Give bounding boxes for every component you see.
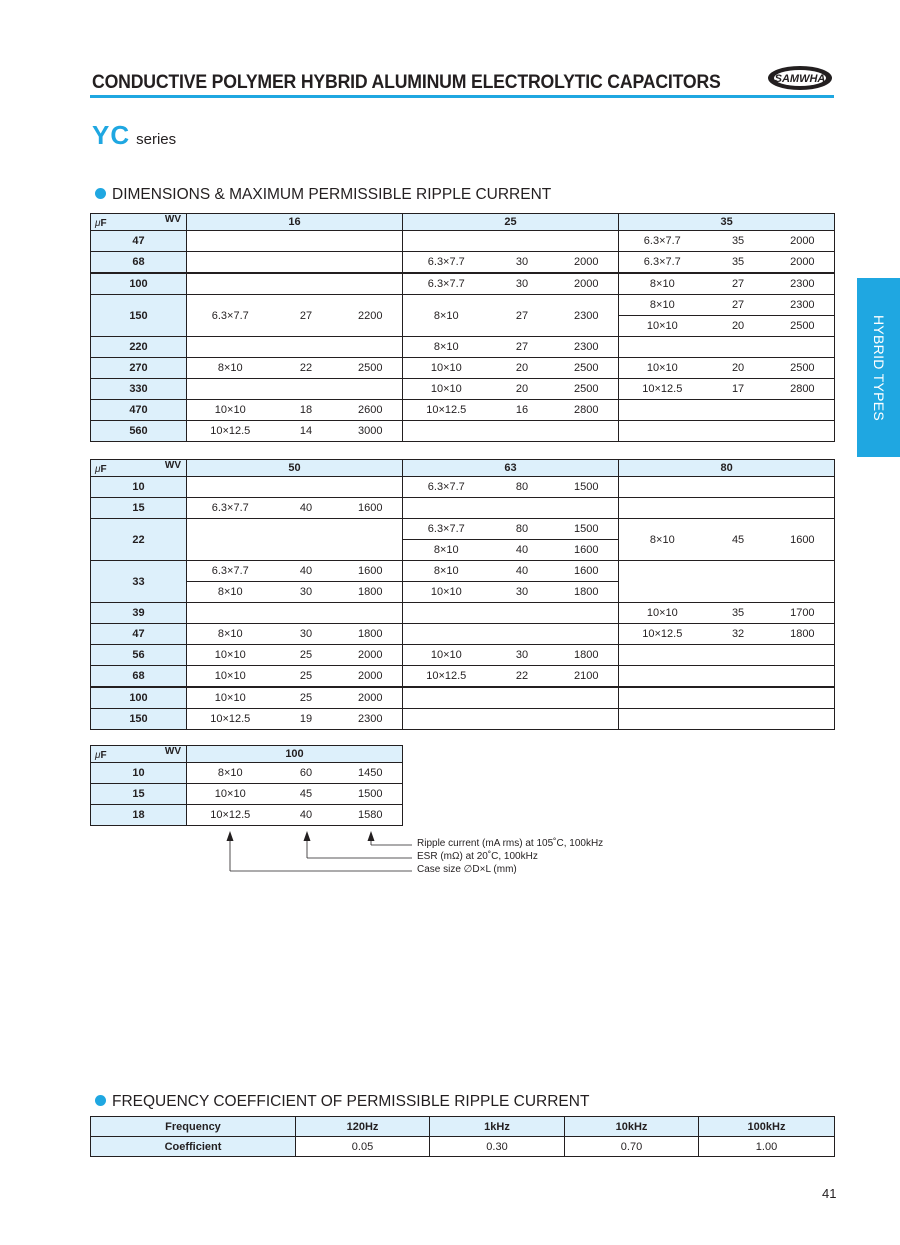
voltage-header: 16 [187,214,403,231]
capacitance-cell: 220 [91,337,187,358]
bullet-dot [95,1095,106,1106]
legend-ripple: Ripple current (mA rms) at 105˚C, 100kHz [417,838,604,849]
side-tab-hybrid-types: HYBRID TYPES [857,278,900,457]
esr-cell: 30 [274,624,339,645]
voltage-header: 35 [619,214,835,231]
esr-cell: 27 [706,295,771,316]
esr-cell: 18 [274,400,339,421]
case-size-cell: 10×10 [187,666,274,688]
ripple-cell: 1600 [771,519,835,561]
section-heading-dimensions: DIMENSIONS & MAXIMUM PERMISSIBLE RIPPLE CURRENT [95,186,551,204]
ripple-cell: 3000 [339,421,403,442]
case-size-cell: 10×12.5 [403,666,490,688]
ripple-cell: 2800 [771,379,835,400]
capacitance-cell: 47 [91,231,187,252]
capacitance-cell: 100 [91,273,187,295]
case-size-cell: 10×12.5 [619,624,706,645]
capacitance-cell: 39 [91,603,187,624]
esr-cell: 40 [274,561,339,582]
ripple-cell: 1500 [339,784,403,805]
ripple-cell: 2300 [771,295,835,316]
ripple-cell: 2000 [771,252,835,274]
esr-cell: 30 [490,273,555,295]
unit-uf: μF [95,464,107,475]
page-number: 41 [822,1186,837,1201]
esr-cell: 20 [490,358,555,379]
ripple-cell: 2000 [339,666,403,688]
coefficient-value: 0.30 [430,1137,565,1157]
case-size-cell: 10×10 [187,400,274,421]
case-size-cell: 8×10 [403,561,490,582]
esr-cell: 27 [490,295,555,337]
esr-cell: 45 [274,784,339,805]
voltage-header: 25 [403,214,619,231]
legend-case-size: Case size ∅D×L (mm) [417,864,517,875]
case-size-cell: 10×12.5 [187,709,274,730]
unit-wv: WV [164,214,181,225]
voltage-header: 50 [187,460,403,477]
case-size-cell: 8×10 [187,582,274,603]
esr-cell: 40 [274,498,339,519]
capacitance-cell: 68 [91,666,187,688]
logo-text: SAMWHA [774,73,826,85]
case-size-cell: 8×10 [403,295,490,337]
unit-uf: μF [95,750,107,761]
esr-cell: 14 [274,421,339,442]
esr-cell: 30 [490,252,555,274]
voltage-header: 100 [187,746,403,763]
series-suffix: series [136,131,177,148]
ripple-cell: 2300 [339,709,403,730]
capacitance-cell: 56 [91,645,187,666]
esr-cell: 35 [706,231,771,252]
esr-cell: 25 [274,687,339,709]
capacitance-cell: 150 [91,295,187,337]
capacitance-cell: 18 [91,805,187,826]
case-size-cell: 10×10 [403,645,490,666]
esr-cell: 22 [274,358,339,379]
ripple-cell: 2800 [555,400,619,421]
ripple-cell: 2200 [339,295,403,337]
ripple-cell: 1800 [339,582,403,603]
capacitance-cell: 150 [91,709,187,730]
ripple-cell: 2500 [771,358,835,379]
ripple-cell: 1800 [555,645,619,666]
ripple-cell: 1800 [339,624,403,645]
ripple-cell: 2500 [339,358,403,379]
esr-cell: 40 [490,540,555,561]
capacitance-cell: 47 [91,624,187,645]
esr-cell: 22 [490,666,555,688]
case-size-cell: 6.3×7.7 [619,231,706,252]
capacitance-cell: 470 [91,400,187,421]
case-size-cell: 6.3×7.7 [187,498,274,519]
case-size-cell: 10×10 [403,582,490,603]
ripple-cell: 2000 [771,231,835,252]
capacitance-cell: 22 [91,519,187,561]
coefficient-value: 0.70 [565,1137,699,1157]
frequency-value: 120Hz [296,1117,430,1137]
capacitance-cell: 15 [91,498,187,519]
esr-cell: 20 [706,358,771,379]
case-size-cell: 10×10 [403,358,490,379]
ripple-cell: 1600 [339,498,403,519]
ripple-cell: 2300 [555,337,619,358]
ripple-cell: 1700 [771,603,835,624]
ripple-cell: 2000 [555,273,619,295]
frequency-label: Frequency [91,1117,296,1137]
voltage-header: 63 [403,460,619,477]
case-size-cell: 8×10 [619,295,706,316]
case-size-cell: 10×12.5 [187,805,274,826]
esr-cell: 80 [490,477,555,498]
esr-cell: 30 [490,645,555,666]
esr-cell: 80 [490,519,555,540]
capacitance-cell: 15 [91,784,187,805]
esr-cell: 30 [274,582,339,603]
esr-cell: 27 [490,337,555,358]
ripple-cell: 2000 [339,687,403,709]
esr-cell: 32 [706,624,771,645]
section-heading-frequency: FREQUENCY COEFFICIENT OF PERMISSIBLE RIPPLE CURRENT [95,1093,589,1111]
case-size-cell: 8×10 [403,540,490,561]
ripple-cell: 2500 [555,358,619,379]
voltage-header: 80 [619,460,835,477]
ripple-cell: 2300 [555,295,619,337]
case-size-cell: 8×10 [187,763,274,784]
case-size-cell: 10×10 [187,645,274,666]
case-size-cell: 10×10 [187,784,274,805]
capacitance-cell: 560 [91,421,187,442]
case-size-cell: 8×10 [187,358,274,379]
case-size-cell: 6.3×7.7 [403,519,490,540]
case-size-cell: 10×10 [619,316,706,337]
ripple-cell: 1500 [555,477,619,498]
ripple-cell: 2500 [555,379,619,400]
case-size-cell: 6.3×7.7 [403,477,490,498]
esr-cell: 40 [274,805,339,826]
ripple-cell: 1800 [555,582,619,603]
case-size-cell: 6.3×7.7 [187,561,274,582]
frequency-coefficient-table [90,1116,835,1157]
ripple-cell: 1800 [771,624,835,645]
case-size-cell: 10×10 [619,603,706,624]
ripple-cell: 1600 [555,540,619,561]
esr-cell: 27 [274,295,339,337]
coefficient-label: Coefficient [91,1137,296,1157]
unit-uf: μF [95,218,107,229]
capacitance-cell: 10 [91,763,187,784]
ripple-cell: 1450 [339,763,403,784]
ripple-cell: 1580 [339,805,403,826]
coefficient-row [91,1137,835,1157]
frequency-value: 1kHz [430,1117,565,1137]
esr-cell: 17 [706,379,771,400]
coefficient-value: 0.05 [296,1137,430,1157]
ripple-cell: 2100 [555,666,619,688]
capacitance-cell: 33 [91,561,187,603]
frequency-row [91,1117,835,1137]
case-size-cell: 8×10 [187,624,274,645]
case-size-cell: 6.3×7.7 [403,252,490,274]
ripple-cell: 1600 [555,561,619,582]
case-size-cell: 10×12.5 [619,379,706,400]
esr-cell: 25 [274,645,339,666]
esr-cell: 16 [490,400,555,421]
ripple-cell: 2300 [771,273,835,295]
ripple-cell: 1500 [555,519,619,540]
case-size-cell: 8×10 [619,519,706,561]
esr-cell: 27 [706,273,771,295]
capacitance-cell: 10 [91,477,187,498]
series-code: YC [92,120,131,150]
esr-cell: 20 [706,316,771,337]
capacitance-cell: 68 [91,252,187,274]
capacitance-cell: 100 [91,687,187,709]
esr-cell: 20 [490,379,555,400]
case-size-cell: 10×12.5 [403,400,490,421]
esr-cell: 25 [274,666,339,688]
esr-cell: 35 [706,252,771,274]
esr-cell: 35 [706,603,771,624]
esr-cell: 40 [490,561,555,582]
case-size-cell: 8×10 [403,337,490,358]
frequency-value: 100kHz [699,1117,835,1137]
legend-esr: ESR (mΩ) at 20˚C, 100kHz [417,851,538,862]
ripple-cell: 2600 [339,400,403,421]
case-size-cell: 8×10 [619,273,706,295]
esr-cell: 45 [706,519,771,561]
unit-wv: WV [164,460,181,471]
frequency-value: 10kHz [565,1117,699,1137]
ripple-cell: 2500 [771,316,835,337]
ripple-cell: 1600 [339,561,403,582]
case-size-cell: 10×12.5 [187,421,274,442]
unit-wv: WV [164,746,181,757]
case-size-cell: 6.3×7.7 [187,295,274,337]
coefficient-value: 1.00 [699,1137,835,1157]
page-title: CONDUCTIVE POLYMER HYBRID ALUMINUM ELECTROLYTIC CAPACITORS [92,72,721,93]
case-size-cell: 10×10 [619,358,706,379]
capacitance-cell: 270 [91,358,187,379]
capacitance-cell: 330 [91,379,187,400]
case-size-cell: 10×10 [403,379,490,400]
case-size-cell: 6.3×7.7 [403,273,490,295]
ripple-cell: 2000 [339,645,403,666]
esr-cell: 60 [274,763,339,784]
esr-cell: 30 [490,582,555,603]
case-size-cell: 6.3×7.7 [619,252,706,274]
ripple-cell: 2000 [555,252,619,274]
esr-cell: 19 [274,709,339,730]
case-size-cell: 10×10 [187,687,274,709]
